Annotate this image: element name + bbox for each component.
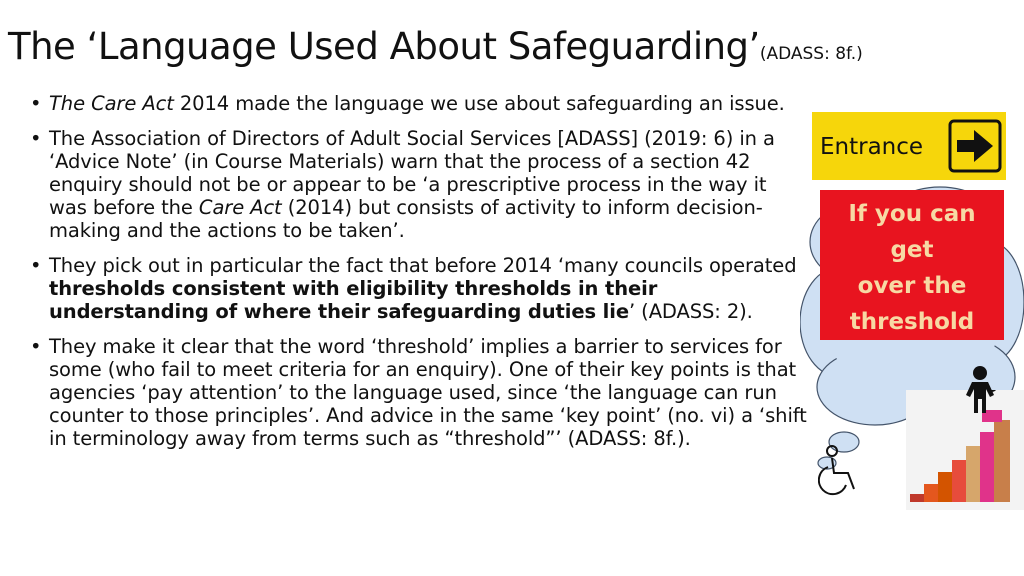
title-reference: (ADASS: 8f.) [759,44,863,64]
care-act-italic: Care Act [198,196,282,219]
bullet-terminology [30,335,810,450]
bullet-thresholds [30,254,810,323]
bullet-text: They make it clear that the word ‘threshold’ implies a barrier to services for some (who fail to meet criteria for an enquiry). One of their key points is that agencies ‘pay attention’ to the language used, since ‘the language can run counter to those principles’. And advice in the same ‘key point’ (no. vi) a ‘shift in terminology away from terms such as “threshold”’ (ADASS: 8f.). [49,335,807,450]
bullet-list [30,92,810,462]
threshold-message-box [820,190,1004,340]
message-line: get [890,237,934,263]
care-act-italic: The Care Act [49,92,174,115]
wheelchair-icon [818,445,862,499]
bullet-adass-advice [30,127,810,242]
message-line: threshold [849,309,975,335]
bullet-text: The Association of Directors of Adult Social Services [ADASS] (2019: 6) in a ‘Advice Note’ (in Course Materials) warn that the process of a section 42 enquiry should not be or appear to be ‘a prescriptive process in the way it was before the [49,127,775,219]
title-main: The ‘Language Used About Safeguarding’ [8,25,760,68]
person-icon [950,365,1010,415]
entrance-label: Entrance [820,134,924,160]
bullet-text: They pick out in particular the fact that before 2014 ‘many councils operated [49,254,797,277]
threshold-graphic [800,100,1024,550]
bullet-text: (2014) but consists of activity to inform decision-making and the actions to be taken’. [49,196,763,242]
message-line: If you can [848,201,976,227]
threshold-message [820,196,1004,340]
message-line: over the [857,273,967,299]
entrance-sign [812,112,1006,180]
bullet-care-act [30,92,810,115]
bullet-text: ’ (ADASS: 2). [628,300,753,323]
slide-title [8,25,863,68]
arrow-right-icon [948,119,1002,173]
bullet-bold-text: thresholds consistent with eligibility thresholds in their understanding of where their safeguarding duties lie [49,277,658,323]
bullet-text: 2014 made the language we use about safeguarding an issue. [173,92,785,115]
